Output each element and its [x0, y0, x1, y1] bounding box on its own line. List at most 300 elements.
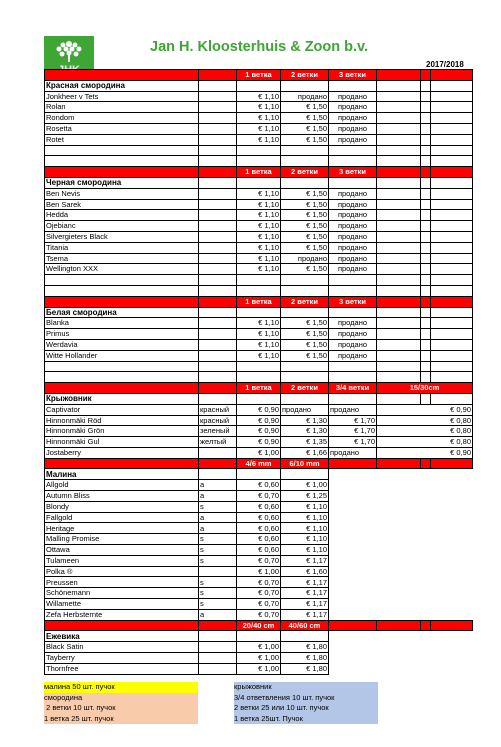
table-cell	[421, 393, 431, 404]
table-cell	[421, 339, 431, 350]
table-cell	[45, 458, 199, 469]
table-cell	[421, 642, 431, 653]
table-row	[45, 318, 473, 329]
table-cell	[377, 642, 421, 653]
table-cell	[329, 545, 377, 556]
price-cell: € 1,00	[237, 566, 281, 577]
table-cell	[421, 156, 431, 167]
price-cell: продано	[329, 339, 377, 350]
table-row	[45, 437, 473, 448]
table-cell	[421, 534, 431, 545]
table-cell	[199, 469, 237, 480]
table-cell	[199, 383, 237, 394]
section-header-band	[45, 458, 473, 469]
table-cell	[329, 307, 377, 318]
variety-name: Ben Nevis	[45, 188, 199, 199]
table-row	[45, 134, 473, 145]
table-cell	[237, 469, 281, 480]
table-cell	[199, 167, 237, 178]
variety-name: Polka ®	[45, 566, 199, 577]
table-cell	[377, 653, 421, 664]
table-cell	[199, 285, 237, 296]
variety-name: Hedda	[45, 210, 199, 221]
price-cell: € 1,50	[281, 318, 329, 329]
price-cell: € 1,50	[281, 350, 329, 361]
table-cell	[431, 275, 473, 286]
variety-type: s	[199, 588, 237, 599]
table-cell	[45, 361, 199, 372]
table-cell	[377, 145, 421, 156]
variety-type: s	[199, 577, 237, 588]
table-row	[45, 426, 473, 437]
table-cell	[421, 296, 431, 307]
variety-type	[199, 642, 237, 653]
table-cell	[329, 599, 377, 610]
band-label: 1 ветка	[237, 167, 281, 178]
table-cell	[377, 609, 421, 620]
table-cell	[431, 663, 473, 674]
table-cell	[377, 307, 421, 318]
variety-type	[199, 134, 237, 145]
variety-name: Hinnonmäki Röd	[45, 415, 199, 426]
variety-name: Ojebianc	[45, 221, 199, 232]
table-cell	[377, 285, 421, 296]
variety-type: a	[199, 523, 237, 534]
table-cell	[329, 177, 377, 188]
table-cell	[281, 177, 329, 188]
table-cell	[421, 275, 431, 286]
price-cell: продано	[329, 113, 377, 124]
price-cell: € 1,10	[237, 113, 281, 124]
table-cell	[431, 577, 473, 588]
variety-name: Tayberry	[45, 653, 199, 664]
table-cell	[377, 361, 421, 372]
price-cell: продано	[329, 91, 377, 102]
variety-type: a	[199, 609, 237, 620]
table-row	[45, 599, 473, 610]
price-cell: € 1,50	[281, 102, 329, 113]
table-cell	[329, 620, 377, 631]
price-cell: € 1,50	[281, 339, 329, 350]
table-cell	[377, 372, 421, 383]
table-cell	[431, 134, 473, 145]
price-cell: продано	[281, 253, 329, 264]
table-cell	[377, 620, 421, 631]
price-cell: € 1,50	[281, 199, 329, 210]
table-cell	[377, 458, 421, 469]
price-cell: € 1,50	[281, 134, 329, 145]
section-title: Черная смородина	[45, 177, 199, 188]
table-cell	[377, 599, 421, 610]
price-cell: € 1,50	[281, 242, 329, 253]
table-cell	[45, 70, 199, 81]
variety-name: Titania	[45, 242, 199, 253]
table-cell	[431, 253, 473, 264]
table-cell	[421, 620, 431, 631]
price-cell: € 1,50	[281, 221, 329, 232]
table-cell	[199, 80, 237, 91]
price-cell: продано	[281, 91, 329, 102]
section-header-band	[45, 296, 473, 307]
table-cell	[421, 210, 431, 221]
price-cell: € 0,60	[237, 512, 281, 523]
table-cell	[377, 339, 421, 350]
band-label: 15/30cm	[377, 383, 473, 394]
table-cell	[431, 480, 473, 491]
season-label: 2017/2018	[426, 60, 464, 69]
table-cell	[237, 307, 281, 318]
variety-name: Blondy	[45, 501, 199, 512]
table-cell	[421, 253, 431, 264]
table-cell	[199, 307, 237, 318]
price-cell: € 1,10	[237, 102, 281, 113]
table-cell	[237, 80, 281, 91]
band-label: 2 ветки	[281, 70, 329, 81]
price-cell: € 1,60	[281, 566, 329, 577]
variety-type	[199, 221, 237, 232]
table-cell	[431, 70, 473, 81]
table-cell	[431, 329, 473, 340]
variety-name: Wellington XXX	[45, 264, 199, 275]
band-label: 1 ветка	[237, 70, 281, 81]
table-row	[45, 113, 473, 124]
variety-type: s	[199, 534, 237, 545]
price-cell: продано	[329, 102, 377, 113]
table-cell	[421, 102, 431, 113]
band-label: 2 ветки	[281, 383, 329, 394]
variety-name: Tsema	[45, 253, 199, 264]
price-cell: € 1,50	[281, 210, 329, 221]
price-cell: € 1,10	[281, 501, 329, 512]
table-cell	[329, 469, 377, 480]
price-cell: € 0,80	[377, 437, 473, 448]
table-row	[45, 123, 473, 134]
table-cell	[421, 329, 431, 340]
price-cell: € 1,50	[281, 113, 329, 124]
table-cell	[431, 242, 473, 253]
section-header-band	[45, 70, 473, 81]
table-cell	[377, 80, 421, 91]
table-cell	[431, 123, 473, 134]
variety-type	[199, 102, 237, 113]
variety-name: Heritage	[45, 523, 199, 534]
blank-row	[45, 156, 473, 167]
table-cell	[377, 134, 421, 145]
table-cell	[329, 566, 377, 577]
price-cell: € 1,00	[281, 480, 329, 491]
price-cell: € 1,10	[237, 91, 281, 102]
variety-name: Hinnonmäki Gul	[45, 437, 199, 448]
table-cell	[421, 372, 431, 383]
section-title-row	[45, 631, 473, 642]
price-cell: € 1,80	[281, 642, 329, 653]
table-cell	[431, 566, 473, 577]
table-cell	[431, 264, 473, 275]
band-label: 3 ветки	[329, 70, 377, 81]
table-cell	[431, 339, 473, 350]
table-cell	[329, 501, 377, 512]
variety-name: Werdavia	[45, 339, 199, 350]
price-cell: € 0,80	[377, 426, 473, 437]
table-cell	[377, 555, 421, 566]
price-cell: € 1,50	[281, 188, 329, 199]
price-cell: € 1,10	[237, 123, 281, 134]
table-cell	[421, 307, 431, 318]
table-row	[45, 350, 473, 361]
section-title-row	[45, 469, 473, 480]
table-cell	[421, 177, 431, 188]
price-cell: € 1,10	[237, 188, 281, 199]
table-cell	[377, 102, 421, 113]
table-cell	[237, 285, 281, 296]
price-cell: € 1,17	[281, 588, 329, 599]
table-cell	[431, 296, 473, 307]
table-cell	[377, 545, 421, 556]
table-cell	[377, 523, 421, 534]
band-label: 1 ветка	[237, 383, 281, 394]
table-row	[45, 653, 473, 664]
price-cell: продано	[329, 134, 377, 145]
variety-type: a	[199, 480, 237, 491]
table-cell	[45, 167, 199, 178]
table-cell	[377, 231, 421, 242]
price-cell: продано	[329, 404, 377, 415]
table-cell	[431, 609, 473, 620]
variety-type	[199, 242, 237, 253]
price-cell: € 0,90	[237, 426, 281, 437]
price-cell: € 1,10	[237, 242, 281, 253]
table-cell	[237, 156, 281, 167]
table-cell	[199, 70, 237, 81]
note-right-line: крыжовник	[234, 682, 378, 693]
section-title-row	[45, 393, 473, 404]
table-row	[45, 339, 473, 350]
price-cell: € 0,90	[377, 447, 473, 458]
table-row	[45, 588, 473, 599]
variety-type	[199, 318, 237, 329]
table-cell	[199, 177, 237, 188]
table-cell	[421, 491, 431, 502]
price-cell: € 0,70	[237, 577, 281, 588]
table-cell	[377, 210, 421, 221]
table-row	[45, 545, 473, 556]
table-cell	[421, 663, 431, 674]
table-cell	[329, 512, 377, 523]
table-cell	[431, 177, 473, 188]
table-cell	[377, 91, 421, 102]
table-cell	[421, 577, 431, 588]
table-cell	[45, 383, 199, 394]
table-cell	[281, 372, 329, 383]
price-cell: € 1,10	[237, 339, 281, 350]
table-cell	[377, 123, 421, 134]
table-cell	[45, 156, 199, 167]
table-cell	[329, 642, 377, 653]
price-cell: € 0,70	[237, 555, 281, 566]
price-cell: € 1,50	[281, 329, 329, 340]
table-cell	[281, 145, 329, 156]
table-cell	[377, 491, 421, 502]
table-cell	[199, 296, 237, 307]
table-cell	[199, 631, 237, 642]
price-cell: € 1,50	[281, 231, 329, 242]
note-right-line: 1 ветка 25шт. Пучок	[234, 714, 378, 725]
variety-type	[199, 123, 237, 134]
variety-type	[199, 253, 237, 264]
note-right-line: 2 ветки 25 или 10 шт. пучок	[234, 703, 378, 714]
variety-name: Rondom	[45, 113, 199, 124]
table-cell	[281, 361, 329, 372]
table-cell	[377, 70, 421, 81]
price-cell: € 1,30	[281, 426, 329, 437]
price-cell: € 1,35	[281, 437, 329, 448]
table-cell	[237, 631, 281, 642]
price-cell: € 0,90	[237, 415, 281, 426]
table-cell	[431, 188, 473, 199]
band-label: 6/10 mm	[281, 458, 329, 469]
table-cell	[377, 188, 421, 199]
variety-type	[199, 188, 237, 199]
table-cell	[377, 296, 421, 307]
table-cell	[377, 275, 421, 286]
table-cell	[329, 523, 377, 534]
table-cell	[377, 566, 421, 577]
price-cell: € 0,90	[237, 437, 281, 448]
note-left-line: 2 ветки 10 шт. пучок	[44, 703, 198, 714]
table-cell	[281, 469, 329, 480]
price-cell: € 1,80	[281, 663, 329, 674]
price-cell: € 1,66	[281, 447, 329, 458]
price-cell: € 1,10	[281, 523, 329, 534]
table-cell	[199, 372, 237, 383]
table-row	[45, 491, 473, 502]
band-label: 3 ветки	[329, 296, 377, 307]
section-title: Ежевика	[45, 631, 199, 642]
variety-name: Willamette	[45, 599, 199, 610]
band-label: 40/60 cm	[281, 620, 329, 631]
table-cell	[377, 501, 421, 512]
table-cell	[431, 631, 473, 642]
variety-type	[199, 91, 237, 102]
table-cell	[377, 480, 421, 491]
variety-name: Black Satin	[45, 642, 199, 653]
note-left-line: смородина	[44, 693, 198, 704]
price-cell: € 0,70	[237, 599, 281, 610]
table-cell	[421, 350, 431, 361]
table-cell	[199, 156, 237, 167]
table-cell	[45, 285, 199, 296]
table-cell	[421, 480, 431, 491]
section-title: Крыжовник	[45, 393, 199, 404]
variety-name: Ben Sarek	[45, 199, 199, 210]
variety-name: Fallgold	[45, 512, 199, 523]
table-cell	[237, 275, 281, 286]
table-row	[45, 253, 473, 264]
variety-name: Rotet	[45, 134, 199, 145]
table-cell	[329, 285, 377, 296]
price-cell: € 0,60	[237, 534, 281, 545]
table-row	[45, 642, 473, 653]
table-cell	[377, 221, 421, 232]
band-label: 3/4 ветки	[329, 383, 377, 394]
table-row	[45, 534, 473, 545]
variety-type	[199, 199, 237, 210]
table-row	[45, 523, 473, 534]
table-cell	[45, 620, 199, 631]
price-cell: продано	[329, 188, 377, 199]
price-cell: € 0,90	[237, 404, 281, 415]
table-cell	[329, 663, 377, 674]
section-title: Белая смородина	[45, 307, 199, 318]
table-row	[45, 221, 473, 232]
table-row	[45, 577, 473, 588]
price-cell: продано	[329, 199, 377, 210]
section-title: Красная смородина	[45, 80, 199, 91]
price-cell: € 1,10	[237, 199, 281, 210]
table-cell	[329, 275, 377, 286]
table-cell	[431, 501, 473, 512]
table-cell	[199, 275, 237, 286]
table-cell	[431, 167, 473, 178]
table-cell	[421, 70, 431, 81]
variety-name: Rosetta	[45, 123, 199, 134]
table-row	[45, 199, 473, 210]
price-cell: € 0,60	[237, 501, 281, 512]
table-row	[45, 447, 473, 458]
table-row	[45, 480, 473, 491]
table-row	[45, 663, 473, 674]
variety-name: Autumn Bliss	[45, 491, 199, 502]
table-cell	[421, 523, 431, 534]
table-cell	[421, 145, 431, 156]
table-cell	[421, 318, 431, 329]
price-cell: € 1,17	[281, 555, 329, 566]
price-cell: € 1,10	[237, 210, 281, 221]
note-left-line: малина 50 шт. пучок	[44, 682, 198, 693]
price-cell: € 1,80	[281, 653, 329, 664]
table-cell	[377, 631, 421, 642]
table-cell	[431, 210, 473, 221]
table-cell	[421, 545, 431, 556]
price-cell: € 1,00	[237, 447, 281, 458]
table-cell	[329, 491, 377, 502]
table-row	[45, 404, 473, 415]
price-cell: € 1,10	[237, 329, 281, 340]
table-cell	[329, 631, 377, 642]
table-row	[45, 566, 473, 577]
variety-name: Rolan	[45, 102, 199, 113]
price-cell: € 0,60	[237, 545, 281, 556]
price-cell: € 1,70	[329, 415, 377, 426]
table-cell	[431, 285, 473, 296]
variety-name: Hinnonmäki Grön	[45, 426, 199, 437]
table-cell	[329, 609, 377, 620]
table-cell	[431, 113, 473, 124]
section-title-row	[45, 307, 473, 318]
table-cell	[431, 199, 473, 210]
section-title-row	[45, 177, 473, 188]
variety-type: a	[199, 512, 237, 523]
table-cell	[421, 512, 431, 523]
table-cell	[329, 577, 377, 588]
table-row	[45, 91, 473, 102]
table-row	[45, 555, 473, 566]
table-row	[45, 188, 473, 199]
table-cell	[377, 393, 421, 404]
table-cell	[431, 458, 473, 469]
price-cell: € 0,70	[237, 588, 281, 599]
table-cell	[377, 663, 421, 674]
